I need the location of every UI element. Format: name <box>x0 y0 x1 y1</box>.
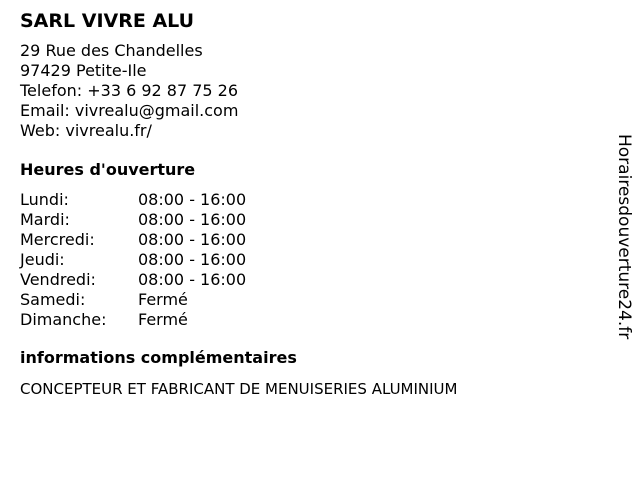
day-label: Samedi: <box>20 290 86 309</box>
hours-row-monday <box>20 190 600 210</box>
hours-row-friday <box>20 270 600 290</box>
site-watermark: Horairesdouverture24.fr <box>614 134 634 340</box>
day-label: Mercredi: <box>20 230 95 249</box>
day-hours: 08:00 - 16:00 <box>138 250 247 269</box>
hours-row-sunday <box>20 310 600 330</box>
address-street: 29 Rue des Chandelles <box>20 41 203 60</box>
day-hours: 08:00 - 16:00 <box>138 270 247 289</box>
additional-info-text: CONCEPTEUR ET FABRICANT DE MENUISERIES ALUMINIUM <box>20 380 458 398</box>
hours-row-thursday <box>20 250 600 270</box>
opening-hours-title: Heures d'ouverture <box>20 160 196 179</box>
day-hours: 08:00 - 16:00 <box>138 210 247 229</box>
day-label: Vendredi: <box>20 270 96 289</box>
day-label: Dimanche: <box>20 310 107 329</box>
day-label: Lundi: <box>20 190 69 209</box>
company-name: SARL VIVRE ALU <box>20 10 195 32</box>
day-label: Mardi: <box>20 210 70 229</box>
day-hours: 08:00 - 16:00 <box>138 230 247 249</box>
hours-row-saturday <box>20 290 600 310</box>
hours-row-tuesday <box>20 210 600 230</box>
day-hours: 08:00 - 16:00 <box>138 190 247 209</box>
address-city: 97429 Petite-Ile <box>20 61 147 80</box>
hours-row-wednesday <box>20 230 600 250</box>
day-hours: Fermé <box>138 310 188 329</box>
phone-number: Telefon: +33 6 92 87 75 26 <box>20 81 239 100</box>
email-address: Email: vivrealu@gmail.com <box>20 101 239 120</box>
business-card <box>20 9 600 399</box>
website: Web: vivrealu.fr/ <box>20 121 152 140</box>
day-hours: Fermé <box>138 290 188 309</box>
additional-info-title: informations complémentaires <box>20 348 297 367</box>
day-label: Jeudi: <box>20 250 65 269</box>
